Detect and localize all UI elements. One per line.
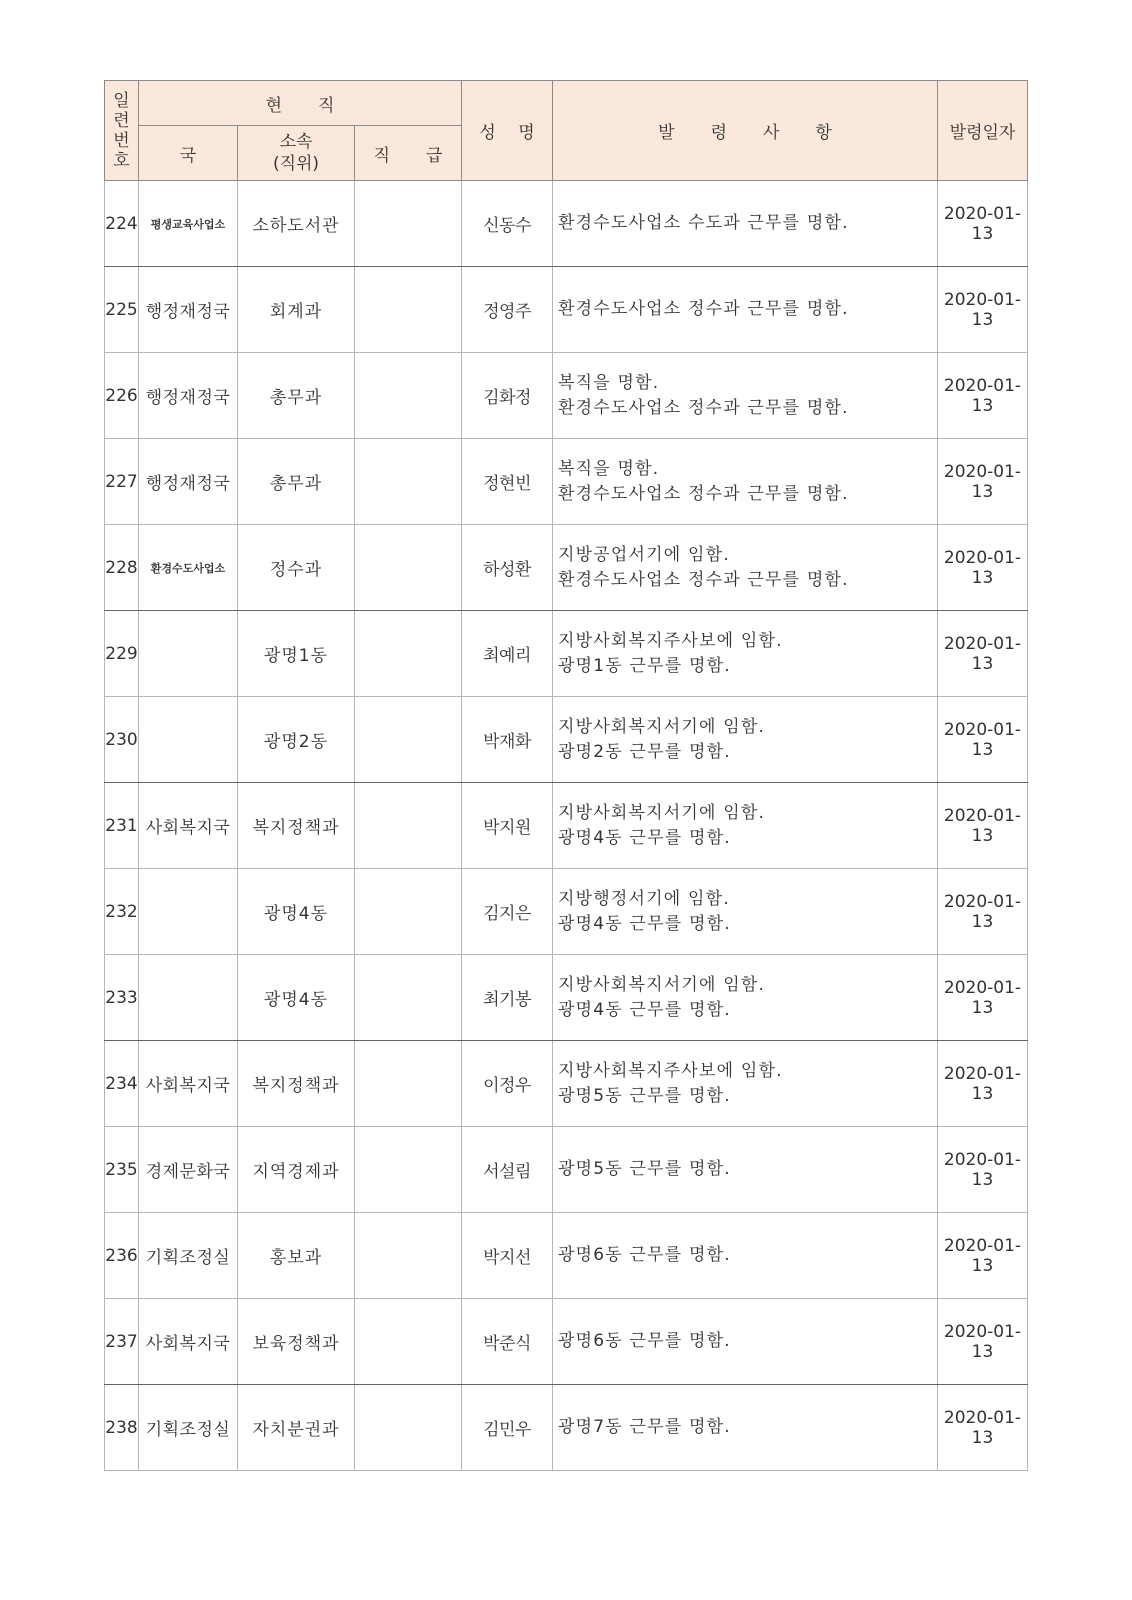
table-row bbox=[105, 869, 1028, 955]
grade bbox=[355, 439, 462, 525]
person-name: 최기봉 bbox=[462, 955, 553, 1041]
order-details bbox=[553, 181, 938, 267]
order-date: 2020-01-13 bbox=[938, 697, 1028, 783]
bureau-header: 국 bbox=[139, 126, 238, 181]
order-details bbox=[553, 525, 938, 611]
grade bbox=[355, 869, 462, 955]
bureau: 사회복지국 bbox=[139, 1041, 238, 1127]
order-line: 지방사회복지서기에 임함. bbox=[558, 974, 766, 995]
table-row bbox=[105, 697, 1028, 783]
order-line: 광명6동 근무를 명함. bbox=[558, 1245, 731, 1265]
bureau bbox=[139, 869, 238, 955]
order-details bbox=[553, 439, 938, 525]
order-line: 환경수도사업소 정수과 근무를 명함. bbox=[558, 483, 849, 504]
grade bbox=[355, 267, 462, 353]
order-date: 2020-01-13 bbox=[938, 353, 1028, 439]
order-line: 광명5동 근무를 명함. bbox=[558, 1159, 731, 1179]
grade bbox=[355, 1299, 462, 1385]
order-date: 2020-01-13 bbox=[938, 1299, 1028, 1385]
order-details bbox=[553, 1385, 938, 1471]
department-header bbox=[238, 126, 355, 181]
table-row bbox=[105, 181, 1028, 267]
serial-number: 225 bbox=[105, 267, 139, 353]
bureau: 행정재정국 bbox=[139, 267, 238, 353]
order-line: 광명5동 근무를 명함. bbox=[558, 1085, 731, 1106]
grade bbox=[355, 955, 462, 1041]
order-date: 2020-01-13 bbox=[938, 439, 1028, 525]
grade bbox=[355, 181, 462, 267]
order-line: 광명7동 근무를 명함. bbox=[558, 1417, 731, 1437]
person-name: 김지은 bbox=[462, 869, 553, 955]
person-name: 김민우 bbox=[462, 1385, 553, 1471]
order-line: 지방사회복지주사보에 임함. bbox=[558, 630, 783, 651]
serial-number: 229 bbox=[105, 611, 139, 697]
table-row bbox=[105, 525, 1028, 611]
order-line: 지방공업서기에 임함. bbox=[558, 544, 730, 565]
department: 회계과 bbox=[238, 267, 355, 353]
order-details bbox=[553, 869, 938, 955]
table-row bbox=[105, 439, 1028, 525]
grade bbox=[355, 1127, 462, 1213]
person-name: 박재화 bbox=[462, 697, 553, 783]
order-line: 환경수도사업소 수도과 근무를 명함. bbox=[558, 213, 849, 233]
serial-number: 228 bbox=[105, 525, 139, 611]
grade bbox=[355, 1213, 462, 1299]
order-details bbox=[553, 611, 938, 697]
bureau: 환경수도사업소 bbox=[139, 525, 238, 611]
order-line: 복직을 명함. bbox=[558, 372, 660, 393]
department: 광명4동 bbox=[238, 869, 355, 955]
grade bbox=[355, 1385, 462, 1471]
order-line: 광명4동 근무를 명함. bbox=[558, 913, 731, 934]
grade bbox=[355, 697, 462, 783]
table-row bbox=[105, 1127, 1028, 1213]
order-details bbox=[553, 1041, 938, 1127]
person-name: 최예리 bbox=[462, 611, 553, 697]
table-row bbox=[105, 1385, 1028, 1471]
serial-number: 238 bbox=[105, 1385, 139, 1471]
department: 홍보과 bbox=[238, 1213, 355, 1299]
order-line: 광명1동 근무를 명함. bbox=[558, 655, 731, 676]
order-date: 2020-01-13 bbox=[938, 1385, 1028, 1471]
order-date: 2020-01-13 bbox=[938, 525, 1028, 611]
table-body bbox=[105, 181, 1028, 1471]
order-details bbox=[553, 1213, 938, 1299]
order-line: 지방사회복지주사보에 임함. bbox=[558, 1060, 783, 1081]
bureau: 평생교육사업소 bbox=[139, 181, 238, 267]
serial-number: 237 bbox=[105, 1299, 139, 1385]
order-line: 광명4동 근무를 명함. bbox=[558, 999, 731, 1020]
bureau bbox=[139, 955, 238, 1041]
current-position-header: 현 직 bbox=[139, 81, 462, 126]
person-name: 하성환 bbox=[462, 525, 553, 611]
person-name: 서설림 bbox=[462, 1127, 553, 1213]
grade-header: 직 급 bbox=[355, 126, 462, 181]
department: 자치분권과 bbox=[238, 1385, 355, 1471]
order-line: 지방사회복지서기에 임함. bbox=[558, 802, 766, 823]
department: 총무과 bbox=[238, 353, 355, 439]
name-header: 성 명 bbox=[462, 81, 553, 181]
person-name: 이정우 bbox=[462, 1041, 553, 1127]
table-row bbox=[105, 955, 1028, 1041]
grade bbox=[355, 525, 462, 611]
department-header-line1: 소속 bbox=[279, 132, 313, 152]
serial-header-char: 호 bbox=[113, 150, 130, 171]
department-header-line2: (직위) bbox=[272, 154, 320, 174]
table-row bbox=[105, 1213, 1028, 1299]
bureau bbox=[139, 697, 238, 783]
table-row bbox=[105, 1299, 1028, 1385]
bureau: 행정재정국 bbox=[139, 353, 238, 439]
order-line: 지방행정서기에 임함. bbox=[558, 888, 730, 909]
order-details bbox=[553, 1127, 938, 1213]
order-date: 2020-01-13 bbox=[938, 611, 1028, 697]
department: 광명1동 bbox=[238, 611, 355, 697]
department: 복지정책과 bbox=[238, 1041, 355, 1127]
person-name: 김화정 bbox=[462, 353, 553, 439]
serial-number: 224 bbox=[105, 181, 139, 267]
bureau: 사회복지국 bbox=[139, 783, 238, 869]
order-line: 광명4동 근무를 명함. bbox=[558, 827, 731, 848]
order-date: 2020-01-13 bbox=[938, 181, 1028, 267]
serial-number: 234 bbox=[105, 1041, 139, 1127]
person-name: 박지원 bbox=[462, 783, 553, 869]
order-line: 환경수도사업소 정수과 근무를 명함. bbox=[558, 397, 849, 418]
table-row bbox=[105, 611, 1028, 697]
order-details bbox=[553, 353, 938, 439]
grade bbox=[355, 783, 462, 869]
bureau bbox=[139, 611, 238, 697]
table-row bbox=[105, 1041, 1028, 1127]
order-line: 지방사회복지서기에 임함. bbox=[558, 716, 766, 737]
table-header bbox=[105, 81, 1028, 181]
department: 광명2동 bbox=[238, 697, 355, 783]
order-header: 발 령 사 항 bbox=[553, 81, 938, 181]
order-details bbox=[553, 1299, 938, 1385]
table-row bbox=[105, 267, 1028, 353]
person-name: 정영주 bbox=[462, 267, 553, 353]
serial-number: 233 bbox=[105, 955, 139, 1041]
grade bbox=[355, 1041, 462, 1127]
order-line: 광명2동 근무를 명함. bbox=[558, 741, 731, 762]
serial-header-char: 번 bbox=[113, 130, 130, 151]
serial-number: 232 bbox=[105, 869, 139, 955]
bureau: 경제문화국 bbox=[139, 1127, 238, 1213]
person-name: 정현빈 bbox=[462, 439, 553, 525]
department: 보육정책과 bbox=[238, 1299, 355, 1385]
bureau: 행정재정국 bbox=[139, 439, 238, 525]
bureau: 기획조정실 bbox=[139, 1213, 238, 1299]
order-date: 2020-01-13 bbox=[938, 955, 1028, 1041]
date-header: 발령일자 bbox=[938, 81, 1028, 181]
personnel-order-table bbox=[104, 80, 1028, 1471]
person-name: 박준식 bbox=[462, 1299, 553, 1385]
order-line: 복직을 명함. bbox=[558, 458, 660, 479]
order-details bbox=[553, 783, 938, 869]
order-details bbox=[553, 267, 938, 353]
order-date: 2020-01-13 bbox=[938, 869, 1028, 955]
department: 소하도서관 bbox=[238, 181, 355, 267]
department: 총무과 bbox=[238, 439, 355, 525]
order-date: 2020-01-13 bbox=[938, 267, 1028, 353]
person-name: 신동수 bbox=[462, 181, 553, 267]
table-row bbox=[105, 783, 1028, 869]
bureau: 기획조정실 bbox=[139, 1385, 238, 1471]
serial-header-char: 련 bbox=[113, 110, 130, 131]
order-date: 2020-01-13 bbox=[938, 1041, 1028, 1127]
order-line: 환경수도사업소 정수과 근무를 명함. bbox=[558, 299, 849, 319]
serial-number-header bbox=[105, 81, 139, 181]
grade bbox=[355, 353, 462, 439]
serial-number: 235 bbox=[105, 1127, 139, 1213]
order-line: 환경수도사업소 정수과 근무를 명함. bbox=[558, 569, 849, 590]
department: 지역경제과 bbox=[238, 1127, 355, 1213]
serial-number: 226 bbox=[105, 353, 139, 439]
order-date: 2020-01-13 bbox=[938, 783, 1028, 869]
order-details bbox=[553, 955, 938, 1041]
serial-number: 227 bbox=[105, 439, 139, 525]
table-row bbox=[105, 353, 1028, 439]
department: 광명4동 bbox=[238, 955, 355, 1041]
order-date: 2020-01-13 bbox=[938, 1213, 1028, 1299]
department: 정수과 bbox=[238, 525, 355, 611]
order-details bbox=[553, 697, 938, 783]
serial-number: 230 bbox=[105, 697, 139, 783]
department: 복지정책과 bbox=[238, 783, 355, 869]
serial-number: 231 bbox=[105, 783, 139, 869]
serial-header-char: 일 bbox=[113, 90, 130, 111]
order-line: 광명6동 근무를 명함. bbox=[558, 1331, 731, 1351]
serial-number: 236 bbox=[105, 1213, 139, 1299]
person-name: 박지선 bbox=[462, 1213, 553, 1299]
bureau: 사회복지국 bbox=[139, 1299, 238, 1385]
order-date: 2020-01-13 bbox=[938, 1127, 1028, 1213]
grade bbox=[355, 611, 462, 697]
